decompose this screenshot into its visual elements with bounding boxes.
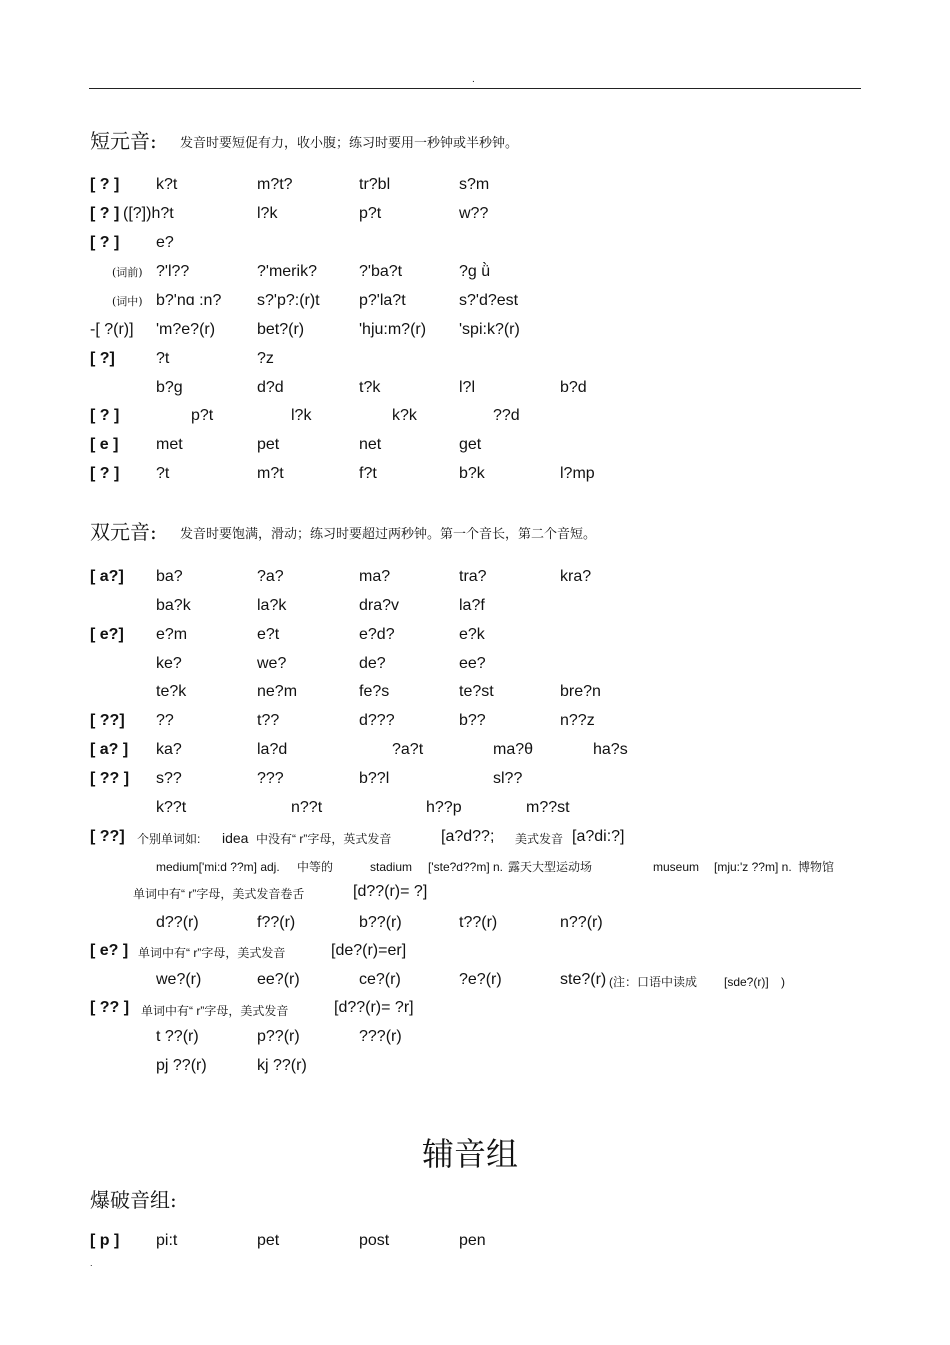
word: sl?? xyxy=(493,770,523,787)
row-label: [ ?] xyxy=(90,350,115,367)
word: 'hju:m?(r) xyxy=(359,321,427,338)
word: met xyxy=(156,436,183,453)
ua-ipa: [d??(r)= ?r] xyxy=(334,999,414,1016)
word: ?'merik? xyxy=(257,263,317,280)
word: s?? xyxy=(156,770,182,787)
diphthongs-title: 双元音: xyxy=(90,520,157,544)
word: ?z xyxy=(257,350,274,367)
row-label: [ e? ] xyxy=(90,942,129,959)
row-label: -[ ?(r)] xyxy=(90,321,134,338)
ua-note: 单词中有“ r”字母，美式发音 xyxy=(141,1004,289,1018)
word: ka? xyxy=(156,741,182,758)
word: ?? xyxy=(156,712,174,729)
idea-word: idea xyxy=(222,830,249,846)
word: ??d xyxy=(493,407,520,424)
word: e?t xyxy=(257,626,280,643)
word: ?g ǜ xyxy=(459,263,491,280)
word: w?? xyxy=(459,205,489,222)
word: ma? xyxy=(359,568,391,585)
word: p?'la?t xyxy=(359,292,406,309)
idea-note: 中没有“ r”字母，英式发音 xyxy=(256,832,392,846)
word: f?t xyxy=(359,465,377,482)
word: b?g xyxy=(156,379,183,396)
word: b??l xyxy=(359,770,390,787)
word: b?d xyxy=(560,379,587,396)
word: ?e?(r) xyxy=(459,971,502,988)
word: pj ??(r) xyxy=(156,1057,207,1074)
word: ee? xyxy=(459,655,486,672)
word: ???(r) xyxy=(359,1028,402,1045)
row-label: [ e ] xyxy=(90,436,119,453)
word: ke? xyxy=(156,655,182,672)
word: k?k xyxy=(392,407,417,424)
row-label: [ a? ] xyxy=(90,741,129,758)
consonants-title: 辅音组 xyxy=(422,1135,519,1173)
word: 'spi:k?(r) xyxy=(459,321,520,338)
word: n??z xyxy=(560,712,595,729)
row-label: [ ?? ] xyxy=(90,770,130,787)
word: ?a?t xyxy=(392,741,424,758)
idea-uk-ipa: [a?d??; xyxy=(441,828,495,845)
word: t?? xyxy=(257,712,280,729)
word: n??t xyxy=(291,799,323,816)
word: ?t xyxy=(156,465,170,482)
word: dra?v xyxy=(359,597,400,614)
word: bet?(r) xyxy=(257,321,305,338)
word: de? xyxy=(359,655,386,672)
word: d??? xyxy=(359,712,395,729)
word: e? xyxy=(156,234,174,251)
row-label: [ p ] xyxy=(90,1232,120,1249)
word: post xyxy=(359,1232,390,1249)
example-museum-cn: 博物馆 xyxy=(798,860,835,874)
word: bre?n xyxy=(560,683,601,700)
word: b?'nɑ :n? xyxy=(156,292,222,309)
word: d??(r) xyxy=(156,914,199,931)
example-medium: medium['mi:d ??m] adj. xyxy=(156,860,280,874)
word: k??t xyxy=(156,799,187,816)
header-dot: . xyxy=(472,74,475,85)
word: p??(r) xyxy=(257,1028,300,1045)
word: e?d? xyxy=(359,626,395,643)
word: b??(r) xyxy=(359,914,402,931)
word: t??(r) xyxy=(459,914,498,931)
word: ste?(r) xyxy=(560,971,607,988)
ea-ipa: [de?(r)=er] xyxy=(331,942,407,959)
word: ba? xyxy=(156,568,183,585)
word: 'm?e?(r) xyxy=(156,321,216,338)
word: m?t? xyxy=(257,176,293,193)
row-label: [ ? ] xyxy=(90,465,120,482)
position-prefix: (词前) xyxy=(112,266,143,279)
word: d?d xyxy=(257,379,284,396)
word: l?l xyxy=(459,379,476,396)
word: t?k xyxy=(359,379,381,396)
example-museum-ipa: [mju:'z ??m] n. xyxy=(714,860,792,874)
idea-note: 美式发音 xyxy=(515,832,564,846)
row-label: [ a?] xyxy=(90,568,124,585)
word: m?t xyxy=(257,465,284,482)
row-label: [ ??] xyxy=(90,828,125,845)
example-museum: museum xyxy=(653,860,700,874)
row-label: [ ? ] xyxy=(90,176,120,193)
word: e?m xyxy=(156,626,188,643)
word: ?'ba?t xyxy=(359,263,403,280)
word: la?f xyxy=(459,597,485,614)
word: h??p xyxy=(426,799,462,816)
example-stadium-ipa: ['ste?d??m] n. xyxy=(428,860,503,874)
word: ne?m xyxy=(257,683,298,700)
word: ?a? xyxy=(257,568,284,585)
word: ba?k xyxy=(156,597,191,614)
r-ipa: [d??(r)= ?] xyxy=(353,883,428,900)
word: p?t xyxy=(191,407,214,424)
word: l?mp xyxy=(560,465,595,482)
word: we?(r) xyxy=(156,971,202,988)
example-medium-cn: 中等的 xyxy=(297,860,334,874)
word: b?? xyxy=(459,712,486,729)
ea-remark-end: ) xyxy=(781,975,785,989)
word: ce?(r) xyxy=(359,971,401,988)
ea-note: 单词中有“ r”字母，美式发音 xyxy=(138,946,286,960)
word: ha?s xyxy=(593,741,628,758)
word: s?m xyxy=(459,176,490,193)
example-stadium-cn: 露天大型运动场 xyxy=(508,860,593,874)
word: pi:t xyxy=(156,1232,178,1249)
word: te?k xyxy=(156,683,187,700)
word: te?st xyxy=(459,683,494,700)
row-label: [ ? ] xyxy=(90,234,120,251)
short-vowels-title: 短元音: xyxy=(90,129,157,153)
word: kra? xyxy=(560,568,592,585)
row-label: [ ? ] xyxy=(90,407,120,424)
word: kj ??(r) xyxy=(257,1057,307,1074)
row-label: [ e?] xyxy=(90,626,124,643)
plosive-title: 爆破音组: xyxy=(90,1188,177,1212)
position-prefix: (词中) xyxy=(112,295,143,308)
word: f??(r) xyxy=(257,914,296,931)
word: tr?bl xyxy=(359,176,391,193)
word: net xyxy=(359,436,382,453)
word: pet xyxy=(257,436,280,453)
header-rule xyxy=(89,88,861,89)
row-label: [ ? ] xyxy=(90,205,120,222)
ea-remark-ipa: [sde?(r)] xyxy=(724,975,769,989)
word: l?k xyxy=(291,407,312,424)
word: pet xyxy=(257,1232,280,1249)
word: get xyxy=(459,436,482,453)
word: s?'p?:(r)t xyxy=(257,292,320,309)
word: t ??(r) xyxy=(156,1028,199,1045)
word: tra? xyxy=(459,568,487,585)
word: l?k xyxy=(257,205,278,222)
word: k?t xyxy=(156,176,178,193)
row-label: [ ?? ] xyxy=(90,999,130,1016)
word: ?t xyxy=(156,350,170,367)
word: m??st xyxy=(526,799,570,816)
footer-dot: . xyxy=(90,1258,93,1268)
idea-note: 个别单词如: xyxy=(137,832,201,846)
r-note: 单词中有“ r”字母，美式发音卷舌 xyxy=(133,887,305,901)
word: e?k xyxy=(459,626,485,643)
word: ([?])h?t xyxy=(123,205,174,222)
word: ma?θ xyxy=(493,741,534,758)
word: we? xyxy=(257,655,287,672)
short-vowels-note: 发音时要短促有力，收小腹；练习时要用一秒钟或半秒钟。 xyxy=(180,136,519,151)
word: ee?(r) xyxy=(257,971,300,988)
word: b?k xyxy=(459,465,485,482)
example-stadium: stadium xyxy=(370,860,413,874)
ea-remark: (注：口语中读成 xyxy=(609,975,697,989)
diphthongs-note: 发音时要饱满，滑动；练习时要超过两秒钟。第一个音长，第二个音短。 xyxy=(180,527,597,542)
word: pen xyxy=(459,1232,486,1249)
word: la?k xyxy=(257,597,287,614)
word: p?t xyxy=(359,205,382,222)
word: la?d xyxy=(257,741,288,758)
word: ?'l?? xyxy=(156,263,190,280)
word: n??(r) xyxy=(560,914,603,931)
word: s?'d?est xyxy=(459,292,519,309)
word: ??? xyxy=(257,770,284,787)
row-label: [ ??] xyxy=(90,712,125,729)
idea-us-ipa: [a?di:?] xyxy=(572,828,625,845)
word: fe?s xyxy=(359,683,390,700)
